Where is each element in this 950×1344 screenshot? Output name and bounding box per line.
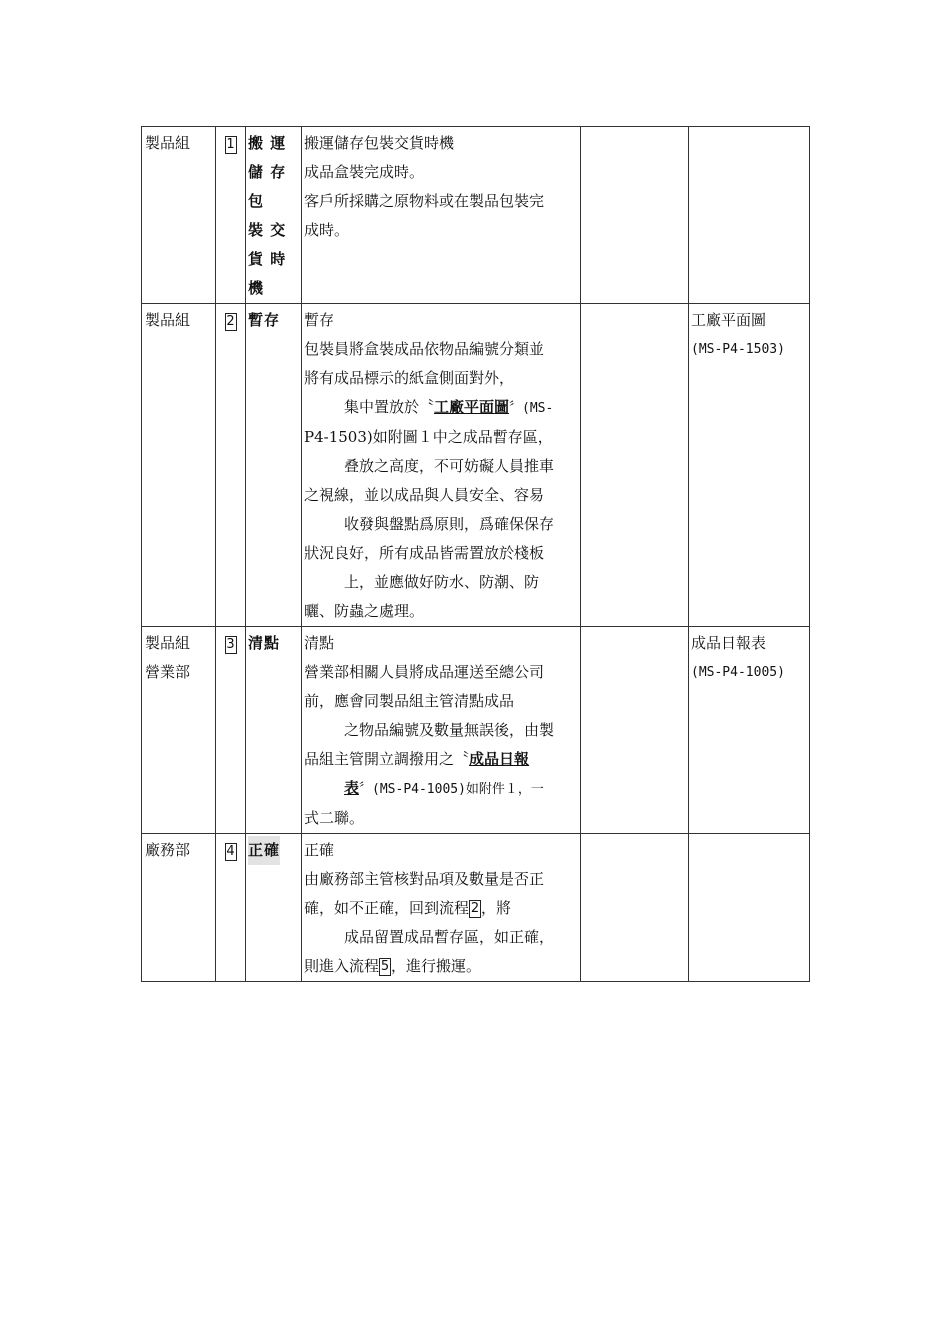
step-name-line: 機 bbox=[248, 279, 265, 297]
step-number-cell bbox=[216, 127, 246, 304]
description-text: 品組主管開立調撥用之〝 bbox=[304, 750, 470, 768]
step-number-cell bbox=[216, 627, 246, 834]
reference-link[interactable]: 工廠平面圖 bbox=[434, 398, 510, 416]
description-line bbox=[304, 745, 578, 774]
step-name-cell bbox=[246, 834, 302, 982]
step-number-box: 1 bbox=[226, 137, 235, 152]
procedure-table bbox=[141, 126, 810, 982]
step-name-line: 儲 存 bbox=[248, 163, 287, 181]
description-line: 搬運儲存包裝交貨時機 bbox=[304, 134, 455, 152]
reference-cell bbox=[689, 304, 810, 627]
description-cell bbox=[302, 834, 581, 982]
description-line: 由廠務部主管核對品項及數量是否正 bbox=[304, 870, 545, 888]
step-name: 暫存 bbox=[248, 311, 281, 329]
department-cell bbox=[142, 834, 216, 982]
description-line: 之物品編號及數量無誤後，由製 bbox=[344, 721, 555, 739]
description-line: 將有成品標示的紙盒側面對外， bbox=[304, 369, 515, 387]
department-cell bbox=[142, 304, 216, 627]
step-name-line: 搬 運 bbox=[248, 134, 287, 152]
description-line: 成品盒裝完成時。 bbox=[304, 163, 425, 181]
description-text: 集中置放於〝 bbox=[344, 398, 435, 416]
flow-step-box: 2 bbox=[470, 901, 480, 916]
description-line: 暫存 bbox=[304, 311, 335, 329]
table-row bbox=[142, 127, 810, 304]
step-name: 清點 bbox=[248, 634, 281, 652]
table-row bbox=[142, 304, 810, 627]
reference-link[interactable]: 表 bbox=[344, 779, 360, 797]
description-text: 〞(MS- bbox=[509, 401, 554, 416]
description-line: 清點 bbox=[304, 634, 335, 652]
description-cell bbox=[302, 304, 581, 627]
step-name: 正確 bbox=[248, 836, 280, 865]
step-number-cell bbox=[216, 834, 246, 982]
reference-code: (MS-P4-1503) bbox=[691, 342, 785, 357]
description-line: 包裝員將盒裝成品依物品編號分類並 bbox=[304, 340, 545, 358]
description-text: ，進行搬運。 bbox=[391, 957, 482, 975]
description-line bbox=[304, 894, 578, 923]
description-text: 〞(MS-P4-1005)如附件１，一 bbox=[359, 782, 544, 797]
description-line: 客戶所採購之原物料或在製品包裝完 bbox=[304, 192, 545, 210]
description-text: 則進入流程 bbox=[304, 957, 380, 975]
department-label: 廠務部 bbox=[145, 841, 191, 859]
description-line bbox=[304, 393, 578, 423]
blank-cell bbox=[581, 127, 689, 304]
reference-title: 工廠平面圖 bbox=[691, 311, 767, 329]
department-label: 製品組 bbox=[145, 134, 191, 152]
description-line: 曬、防蟲之處理。 bbox=[304, 602, 425, 620]
description-line: 正確 bbox=[304, 841, 335, 859]
step-name-cell bbox=[246, 627, 302, 834]
department-label: 製品組 bbox=[145, 311, 191, 329]
description-line: 前，應會同製品組主管清點成品 bbox=[304, 692, 515, 710]
description-line bbox=[304, 774, 578, 804]
table-row bbox=[142, 627, 810, 834]
description-line: 營業部相關人員將成品運送至總公司 bbox=[304, 663, 545, 681]
blank-cell bbox=[581, 834, 689, 982]
department-cell bbox=[142, 627, 216, 834]
description-line: 叠放之高度，不可妨礙人員推車 bbox=[344, 457, 555, 475]
blank-cell bbox=[581, 304, 689, 627]
description-line: P4-1503)如附圖１中之成品暫存區， bbox=[304, 428, 553, 446]
department-label: 營業部 bbox=[145, 663, 191, 681]
reference-code: (MS-P4-1005) bbox=[691, 665, 785, 680]
blank-cell bbox=[581, 627, 689, 834]
department-label: 製品組 bbox=[145, 634, 191, 652]
step-name-line: 裝 交 bbox=[248, 221, 287, 239]
step-number-box: 2 bbox=[226, 314, 235, 329]
description-line: 成品留置成品暫存區，如正確， bbox=[344, 928, 555, 946]
reference-cell bbox=[689, 834, 810, 982]
description-cell bbox=[302, 127, 581, 304]
description-cell bbox=[302, 627, 581, 834]
description-line: 成時。 bbox=[304, 221, 350, 239]
description-line: 收發與盤點爲原則，爲確保保存 bbox=[344, 515, 555, 533]
description-line: 上，並應做好防水、防潮、防 bbox=[344, 573, 540, 591]
step-name-cell bbox=[246, 127, 302, 304]
step-name-cell bbox=[246, 304, 302, 627]
description-line: 式二聯。 bbox=[304, 809, 365, 827]
reference-cell bbox=[689, 627, 810, 834]
table-row bbox=[142, 834, 810, 982]
description-line: 狀況良好，所有成品皆需置放於棧板 bbox=[304, 544, 545, 562]
flow-step-box: 5 bbox=[380, 959, 390, 974]
step-name-line: 包 bbox=[248, 192, 265, 210]
reference-cell bbox=[689, 127, 810, 304]
step-number-box: 3 bbox=[226, 637, 235, 652]
step-name-line: 貨 時 bbox=[248, 250, 287, 268]
reference-link[interactable]: 成品日報 bbox=[469, 750, 530, 768]
step-number-box: 4 bbox=[226, 844, 235, 859]
step-number-cell bbox=[216, 304, 246, 627]
description-text: 確，如不正確，回到流程 bbox=[304, 899, 470, 917]
description-text: ，將 bbox=[481, 899, 512, 917]
description-line: 之視線，並以成品與人員安全、容易 bbox=[304, 486, 545, 504]
description-line bbox=[304, 952, 578, 981]
department-cell bbox=[142, 127, 216, 304]
reference-title: 成品日報表 bbox=[691, 634, 767, 652]
